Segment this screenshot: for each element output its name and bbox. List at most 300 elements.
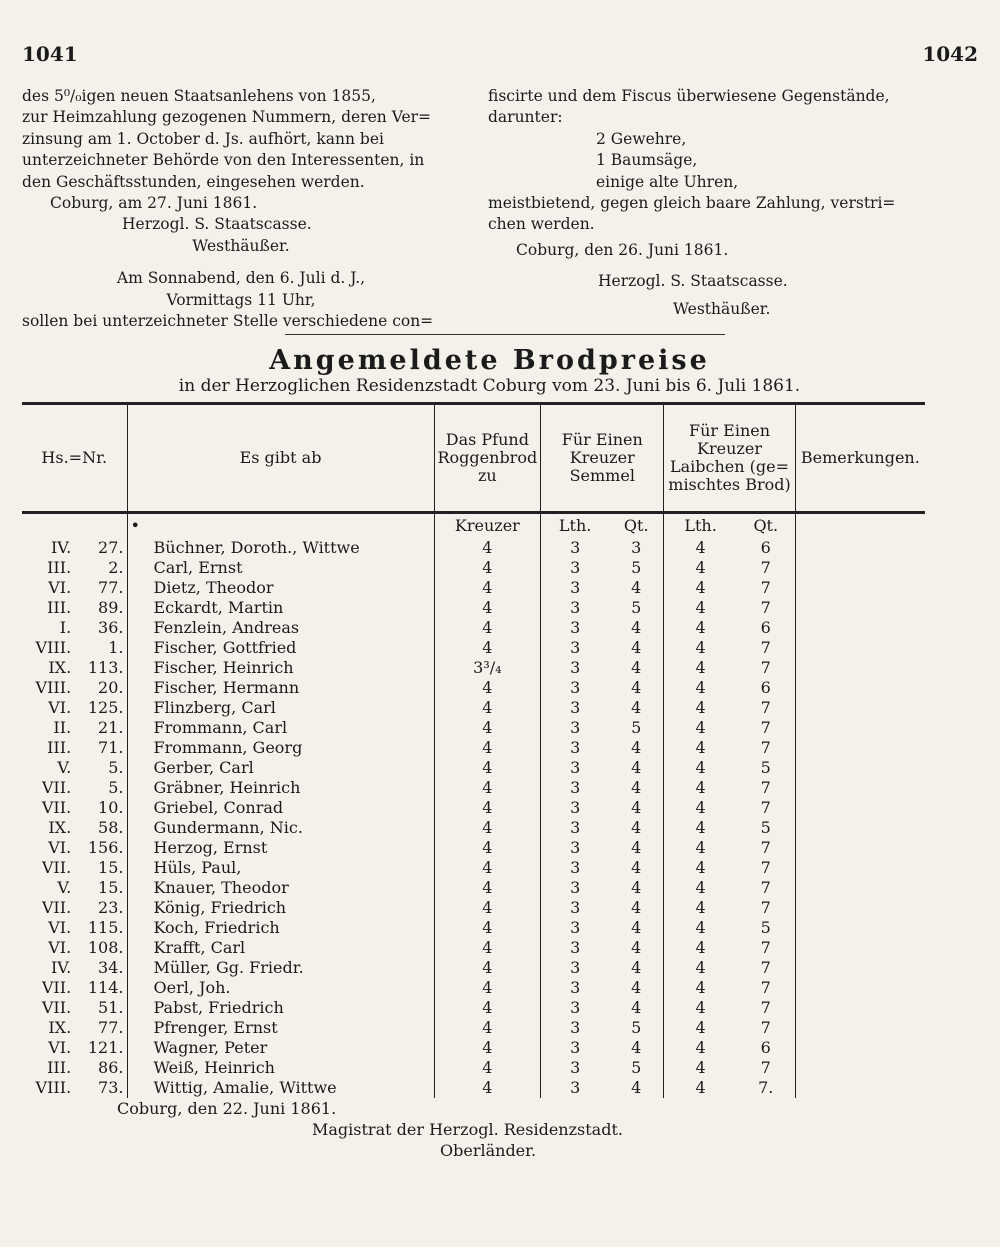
district-cell: III. (47, 558, 72, 577)
semmel-quint-cell: 4 (609, 1038, 664, 1058)
baker-name: Frommann, Carl (153, 718, 288, 737)
laibchen-quint-cell: 7 (737, 838, 795, 858)
laibchen-quint-cell: 7 (737, 738, 795, 758)
auction-line: sollen bei unterzeichneter Stelle verschiedene con= (22, 312, 434, 331)
house-number-cell: 71. (74, 738, 127, 758)
remarks-cell (795, 738, 925, 758)
remarks-cell (795, 878, 925, 898)
remarks-cell (795, 678, 925, 698)
auction-line: Am Sonnabend, den 6. Juli d. J., (116, 269, 366, 288)
semmel-quint-cell: 4 (609, 698, 664, 718)
roggen-price-cell: 4 (434, 978, 541, 998)
laibchen-quint-cell: 7 (737, 778, 795, 798)
remarks-cell (795, 598, 925, 618)
footer (22, 1098, 922, 1161)
laibchen-loth-cell: 4 (695, 1018, 706, 1037)
laibchen-loth-cell: 4 (695, 1058, 706, 1077)
baker-name-cell (127, 958, 434, 978)
baker-name-cell (127, 618, 434, 638)
remarks-cell (795, 758, 925, 778)
semmel-loth-cell: 3 (570, 778, 581, 797)
list-item: 1 Baumsäge, (596, 151, 698, 170)
baker-name-cell (127, 998, 434, 1018)
district-cell: VII. (41, 778, 72, 797)
semmel-quint-cell: 4 (609, 618, 664, 638)
remarks-cell (795, 978, 925, 998)
unit-loth: Lth. (684, 516, 717, 535)
bullet-mark: • (127, 513, 434, 539)
laibchen-loth-cell: 4 (695, 578, 706, 597)
laibchen-quint-cell: 6 (737, 678, 795, 698)
bread-price-table (22, 402, 925, 1098)
remarks-cell (795, 558, 925, 578)
roggen-price-cell: 4 (434, 918, 541, 938)
notice-line: unterzeichneter Behörde von den Interessenten, in (22, 151, 425, 170)
laibchen-loth-cell: 4 (695, 738, 706, 757)
semmel-loth-cell: 3 (570, 838, 581, 857)
table-row (22, 958, 925, 978)
roggen-price-cell: 4 (434, 838, 541, 858)
baker-name-cell (127, 698, 434, 718)
district-cell: VI. (48, 698, 72, 717)
house-number-cell: 77. (74, 1018, 127, 1038)
laibchen-loth-cell: 4 (695, 598, 706, 617)
laibchen-quint-cell: 7 (737, 638, 795, 658)
semmel-quint-cell: 5 (609, 558, 664, 578)
house-number-cell: 36. (74, 618, 127, 638)
semmel-quint-cell: 5 (609, 718, 664, 738)
district-cell: II. (53, 718, 72, 737)
semmel-quint-cell: 4 (609, 978, 664, 998)
laibchen-quint-cell: 5 (737, 758, 795, 778)
laibchen-loth-cell: 4 (695, 678, 706, 697)
semmel-loth-cell: 3 (570, 878, 581, 897)
laibchen-quint-cell: 7 (737, 978, 795, 998)
semmel-loth-cell: 3 (570, 678, 581, 697)
laibchen-loth-cell: 4 (695, 558, 706, 577)
semmel-quint-cell: 4 (609, 578, 664, 598)
authority: Herzogl. S. Staatscasse. (122, 215, 312, 234)
house-number-cell: 21. (74, 718, 127, 738)
baker-name: Wagner, Peter (153, 1038, 268, 1057)
house-number-cell: 1. (74, 638, 127, 658)
remarks-cell (795, 1078, 925, 1098)
table-row (22, 878, 925, 898)
baker-name: Weiß, Heinrich (153, 1058, 275, 1077)
baker-name-cell (127, 938, 434, 958)
laibchen-quint-cell: 7 (737, 958, 795, 978)
semmel-loth-cell: 3 (570, 638, 581, 657)
baker-name: Büchner, Doroth., Wittwe (153, 538, 360, 557)
baker-name-cell (127, 978, 434, 998)
baker-name-cell (127, 598, 434, 618)
notice-line: den Geschäftsstunden, eingesehen werden. (22, 172, 365, 191)
baker-name: Koch, Friedrich (153, 918, 280, 937)
semmel-loth-cell: 3 (570, 1038, 581, 1057)
roggen-price-cell: 4 (434, 798, 541, 818)
roggen-price-cell: 4 (434, 598, 541, 618)
remarks-cell (795, 838, 925, 858)
district-cell: VI. (48, 838, 72, 857)
roggen-price-cell: 4 (434, 898, 541, 918)
laibchen-quint-cell: 7 (737, 938, 795, 958)
house-number-cell: 113. (74, 658, 127, 678)
baker-name: Fischer, Hermann (153, 678, 300, 697)
notice-line: zur Heimzahlung gezogenen Nummern, deren Ver= (22, 108, 432, 127)
baker-name-cell (127, 798, 434, 818)
roggen-price-cell: 4 (434, 1018, 541, 1038)
laibchen-quint-cell: 7 (737, 878, 795, 898)
laibchen-loth-cell: 4 (695, 818, 706, 837)
baker-name: Fischer, Gottfried (153, 638, 297, 657)
district-cell: III. (47, 1058, 72, 1077)
district-cell: VIII. (35, 678, 72, 697)
semmel-quint-cell: 4 (609, 758, 664, 778)
remarks-cell (795, 1058, 925, 1078)
house-number-cell: 20. (74, 678, 127, 698)
semmel-quint-cell: 4 (609, 738, 664, 758)
laibchen-quint-cell: 5 (737, 818, 795, 838)
roggen-price-cell: 4 (434, 738, 541, 758)
laibchen-quint-cell: 7 (737, 898, 795, 918)
remarks-cell (795, 938, 925, 958)
remarks-cell (795, 538, 925, 558)
laibchen-loth-cell: 4 (695, 638, 706, 657)
semmel-loth-cell: 3 (570, 578, 581, 597)
table-row (22, 618, 925, 638)
laibchen-quint-cell: 7. (737, 1078, 795, 1098)
table-row (22, 678, 925, 698)
laibchen-quint-cell: 7 (737, 578, 795, 598)
baker-name: König, Friedrich (153, 898, 287, 917)
roggen-price-cell: 4 (434, 998, 541, 1018)
district-cell: IV. (50, 538, 72, 557)
baker-name: Wittig, Amalie, Wittwe (153, 1078, 337, 1097)
house-number-cell: 34. (74, 958, 127, 978)
district-cell: VII. (41, 998, 72, 1017)
place-date: Coburg, am 27. Juni 1861. (50, 194, 258, 213)
laibchen-loth-cell: 4 (695, 758, 706, 777)
remarks-cell (795, 858, 925, 878)
table-row (22, 1078, 925, 1098)
footer-authority: Magistrat der Herzogl. Residenzstadt. (312, 1120, 623, 1139)
semmel-loth-cell: 3 (570, 658, 581, 677)
laibchen-loth-cell: 4 (695, 1078, 706, 1097)
semmel-quint-cell: 4 (609, 1078, 664, 1098)
baker-name: Oerl, Joh. (153, 978, 231, 997)
table-row (22, 778, 925, 798)
laibchen-loth-cell: 4 (695, 978, 706, 997)
laibchen-loth-cell: 4 (695, 838, 706, 857)
roggen-price-cell: 3³/₄ (434, 658, 541, 678)
baker-name-cell (127, 1038, 434, 1058)
roggen-price-cell: 4 (434, 958, 541, 978)
laibchen-loth-cell: 4 (695, 718, 706, 737)
semmel-quint-cell: 4 (609, 658, 664, 678)
baker-name: Müller, Gg. Friedr. (153, 958, 304, 977)
baker-name: Gundermann, Nic. (153, 818, 303, 837)
house-number-cell: 27. (74, 538, 127, 558)
right-column (488, 86, 933, 320)
roggen-price-cell: 4 (434, 758, 541, 778)
unit-loth: Lth. (558, 516, 592, 535)
table-row (22, 538, 925, 558)
semmel-quint-cell: 4 (609, 818, 664, 838)
laibchen-quint-cell: 5 (737, 918, 795, 938)
table-row (22, 658, 925, 678)
footer-place-date: Coburg, den 22. Juni 1861. (117, 1099, 337, 1118)
district-cell: VIII. (35, 638, 72, 657)
semmel-quint-cell: 4 (609, 678, 664, 698)
baker-name: Hüls, Paul, (153, 858, 242, 877)
baker-name-cell (127, 658, 434, 678)
semmel-loth-cell: 3 (570, 958, 581, 977)
laibchen-loth-cell: 4 (695, 658, 706, 677)
table-row (22, 738, 925, 758)
baker-name-cell (127, 558, 434, 578)
table-row (22, 1018, 925, 1038)
semmel-quint-cell: 4 (609, 938, 664, 958)
laibchen-loth-cell: 4 (695, 798, 706, 817)
district-cell: VII. (41, 898, 72, 917)
roggen-price-cell: 4 (434, 578, 541, 598)
list-item: einige alte Uhren, (596, 172, 739, 191)
laibchen-loth-cell: 4 (695, 898, 706, 917)
place-date: Coburg, den 26. Juni 1861. (516, 240, 729, 259)
remarks-cell (795, 998, 925, 1018)
baker-name-cell (127, 718, 434, 738)
district-cell: V. (57, 878, 72, 897)
semmel-quint-cell: 4 (609, 958, 664, 978)
district-cell: VII. (41, 858, 72, 877)
district-cell: IV. (50, 958, 72, 977)
district-cell: VI. (48, 1038, 72, 1057)
table-row (22, 898, 925, 918)
table-row (22, 858, 925, 878)
house-number-cell: 89. (74, 598, 127, 618)
remarks-cell (795, 958, 925, 978)
house-number-cell: 108. (74, 938, 127, 958)
semmel-quint-cell: 5 (609, 598, 664, 618)
house-number-cell: 156. (74, 838, 127, 858)
footer-signatory: Oberländer. (440, 1141, 537, 1160)
semmel-loth-cell: 3 (570, 758, 581, 777)
remarks-cell (795, 818, 925, 838)
laibchen-quint-cell: 7 (737, 658, 795, 678)
semmel-loth-cell: 3 (570, 998, 581, 1017)
house-number-cell: 115. (74, 918, 127, 938)
header-hs-nr: Hs.=Nr. (22, 404, 127, 513)
district-cell: IX. (48, 1018, 72, 1037)
signatory: Westhäußer. (673, 299, 771, 318)
notice-line: chen werden. (488, 215, 595, 234)
list-item: 2 Gewehre, (596, 129, 687, 148)
semmel-loth-cell: 3 (570, 978, 581, 997)
semmel-quint-cell: 5 (609, 1058, 664, 1078)
remarks-cell (795, 778, 925, 798)
semmel-quint-cell: 4 (609, 878, 664, 898)
remarks-cell (795, 658, 925, 678)
table-row (22, 558, 925, 578)
notice-line: meistbietend, gegen gleich baare Zahlung, verstri= (488, 194, 896, 213)
house-number-cell: 51. (74, 998, 127, 1018)
semmel-loth-cell: 3 (570, 898, 581, 917)
district-cell: VII. (41, 978, 72, 997)
notice-line: darunter: (488, 108, 563, 127)
remarks-cell (795, 618, 925, 638)
semmel-loth-cell: 3 (570, 738, 581, 757)
remarks-cell (795, 1018, 925, 1038)
baker-name-cell (127, 678, 434, 698)
header-name: Es gibt ab (127, 404, 434, 513)
semmel-loth-cell: 3 (570, 1058, 581, 1077)
laibchen-quint-cell: 7 (737, 1018, 795, 1038)
baker-name-cell (127, 858, 434, 878)
laibchen-quint-cell: 7 (737, 698, 795, 718)
district-cell: VII. (41, 798, 72, 817)
district-cell: V. (57, 758, 72, 777)
roggen-price-cell: 4 (434, 1078, 541, 1098)
semmel-loth-cell: 3 (570, 558, 581, 577)
laibchen-loth-cell: 4 (695, 778, 706, 797)
table-row (22, 758, 925, 778)
remarks-cell (795, 918, 925, 938)
table-row (22, 578, 925, 598)
table-title: Angemeldete Brodpreise (269, 345, 710, 376)
semmel-quint-cell: 4 (609, 858, 664, 878)
roggen-price-cell: 4 (434, 718, 541, 738)
table-row (22, 1038, 925, 1058)
laibchen-quint-cell: 6 (737, 538, 795, 558)
signatory: Westhäußer. (192, 236, 290, 255)
house-number-cell: 2. (74, 558, 127, 578)
semmel-loth-cell: 3 (570, 938, 581, 957)
district-cell: VI. (48, 918, 72, 937)
table-row (22, 998, 925, 1018)
laibchen-loth-cell: 4 (695, 878, 706, 897)
roggen-price-cell: 4 (434, 1058, 541, 1078)
house-number-cell: 10. (74, 798, 127, 818)
baker-name: Dietz, Theodor (153, 578, 274, 597)
left-column (22, 86, 460, 332)
semmel-loth-cell: 3 (570, 918, 581, 937)
semmel-quint-cell: 4 (609, 798, 664, 818)
roggen-price-cell: 4 (434, 558, 541, 578)
baker-name-cell (127, 838, 434, 858)
auction-line: Vormittags 11 Uhr, (166, 290, 316, 309)
remarks-cell (795, 718, 925, 738)
baker-name-cell (127, 778, 434, 798)
baker-name: Krafft, Carl (153, 938, 246, 957)
page-number-right: 1042 (922, 42, 978, 66)
roggen-price-cell: 4 (434, 698, 541, 718)
roggen-price-cell: 4 (434, 538, 541, 558)
laibchen-loth-cell: 4 (695, 858, 706, 877)
laibchen-loth-cell: 4 (695, 618, 706, 637)
remarks-cell (795, 898, 925, 918)
notice-line: zinsung am 1. October d. Js. aufhört, kann bei (22, 129, 384, 148)
section-divider (285, 334, 725, 335)
remarks-cell (795, 578, 925, 598)
baker-name-cell (127, 898, 434, 918)
semmel-quint-cell: 4 (609, 838, 664, 858)
laibchen-loth-cell: 4 (695, 998, 706, 1017)
table-row (22, 798, 925, 818)
table-row (22, 598, 925, 618)
baker-name-cell (127, 758, 434, 778)
baker-name-cell (127, 578, 434, 598)
semmel-loth-cell: 3 (570, 618, 581, 637)
semmel-loth-cell: 3 (570, 858, 581, 877)
roggen-price-cell: 4 (434, 778, 541, 798)
house-number-cell: 86. (74, 1058, 127, 1078)
semmel-loth-cell: 3 (570, 818, 581, 837)
baker-name: Fenzlein, Andreas (153, 618, 300, 637)
baker-name: Pabst, Friedrich (153, 998, 284, 1017)
laibchen-loth-cell: 4 (695, 538, 706, 557)
baker-name-cell (127, 878, 434, 898)
table-row (22, 698, 925, 718)
roggen-price-cell: 4 (434, 638, 541, 658)
baker-name-cell (127, 918, 434, 938)
remarks-cell (795, 1038, 925, 1058)
baker-name: Eckardt, Martin (153, 598, 284, 617)
baker-name-cell (127, 818, 434, 838)
house-number-cell: 5. (74, 778, 127, 798)
laibchen-quint-cell: 7 (737, 858, 795, 878)
roggen-price-cell: 4 (434, 938, 541, 958)
semmel-quint-cell: 4 (609, 918, 664, 938)
baker-name: Knauer, Theodor (153, 878, 289, 897)
laibchen-quint-cell: 7 (737, 1058, 795, 1078)
semmel-loth-cell: 3 (570, 718, 581, 737)
laibchen-quint-cell: 7 (737, 998, 795, 1018)
unit-quint: Qt. (609, 513, 664, 539)
roggen-price-cell: 4 (434, 618, 541, 638)
house-number-cell: 15. (74, 858, 127, 878)
table-row (22, 978, 925, 998)
semmel-quint-cell: 4 (609, 638, 664, 658)
table-subtitle: in der Herzoglichen Residenzstadt Coburg vom 23. Juni bis 6. Juli 1861. (178, 376, 801, 396)
laibchen-loth-cell: 4 (695, 958, 706, 977)
baker-name-cell (127, 1018, 434, 1038)
baker-name: Fischer, Heinrich (153, 658, 294, 677)
laibchen-loth-cell: 4 (695, 1038, 706, 1057)
remarks-cell (795, 638, 925, 658)
semmel-loth-cell: 3 (570, 1078, 581, 1097)
laibchen-quint-cell: 7 (737, 558, 795, 578)
baker-name: Flinzberg, Carl (153, 698, 276, 717)
district-cell: I. (59, 618, 72, 637)
table-row (22, 938, 925, 958)
house-number-cell: 23. (74, 898, 127, 918)
baker-name-cell (127, 638, 434, 658)
header-remarks: Bemerkungen. (795, 404, 925, 513)
semmel-quint-cell: 4 (609, 898, 664, 918)
laibchen-quint-cell: 7 (737, 718, 795, 738)
house-number-cell: 114. (74, 978, 127, 998)
district-cell: VI. (48, 578, 72, 597)
house-number-cell: 77. (74, 578, 127, 598)
semmel-quint-cell: 3 (609, 538, 664, 558)
baker-name: Gräbner, Heinrich (153, 778, 301, 797)
laibchen-loth-cell: 4 (695, 938, 706, 957)
district-cell: III. (47, 598, 72, 617)
semmel-quint-cell: 5 (609, 1018, 664, 1038)
roggen-price-cell: 4 (434, 1038, 541, 1058)
header-laibchen: Für Einen Kreuzer Laibchen (ge= mischtes Brod) (664, 404, 795, 513)
house-number-cell: 125. (74, 698, 127, 718)
